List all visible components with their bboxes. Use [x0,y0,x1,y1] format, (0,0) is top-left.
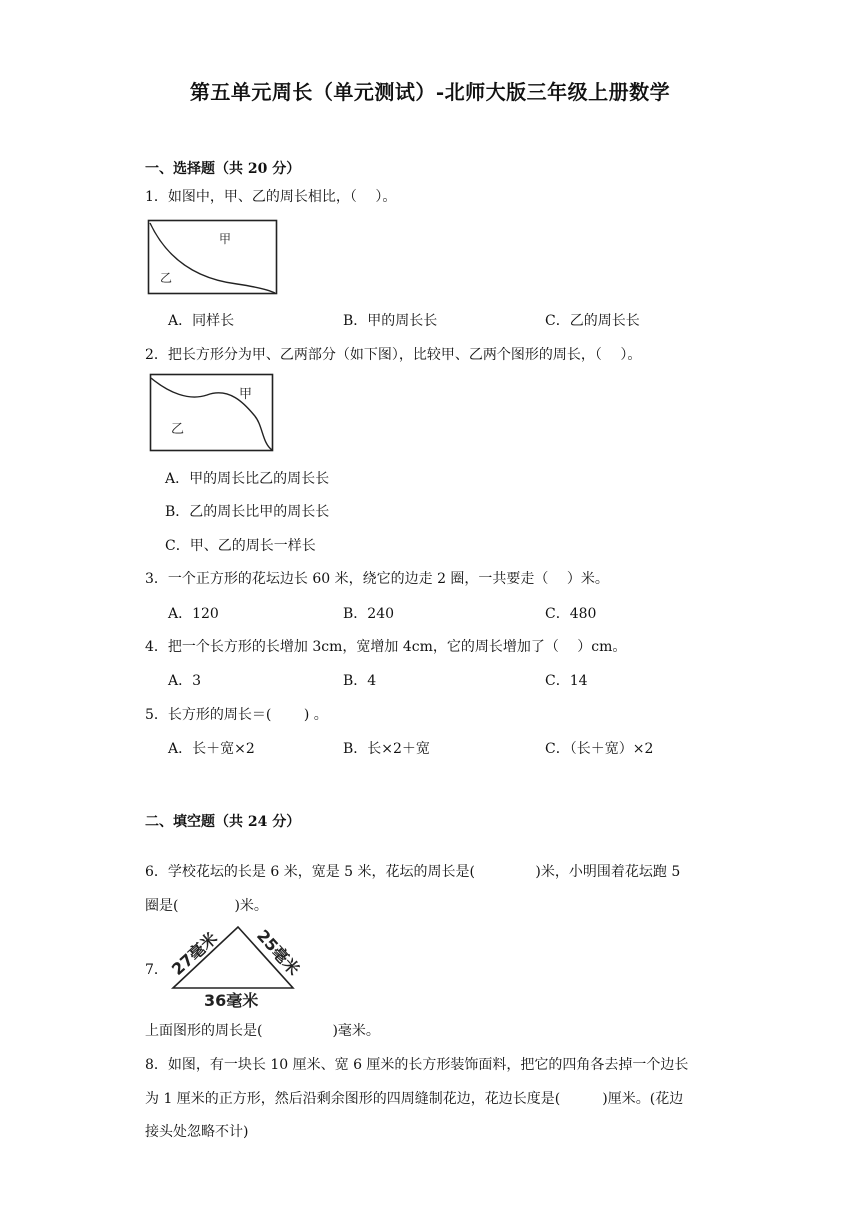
q1-option-b: B．甲的周长长 [343,313,438,329]
question-3-text: 3．一个正方形的花坛边长 60 米，绕它的边走 2 圈，一共要走（ ）米。 [145,571,609,587]
q2-label-jia: 甲 [239,387,253,402]
q2-label-yi: 乙 [171,422,185,437]
question-1-figure [147,219,279,297]
q2-option-a: A．甲的周长比乙的周长长 [165,471,330,487]
question-8-line-2: 为 1 厘米的正方形，然后沿剩余图形的四周缝制花边，花边长度是( )厘米。(花边 [145,1091,684,1107]
q1-label-jia: 甲 [219,232,232,246]
question-1-text: 1．如图中，甲、乙的周长相比，（ ）。 [145,189,397,205]
question-5-text: 5．长方形的周长＝( ) 。 [145,707,328,723]
question-6-line-1: 6．学校花坛的长是 6 米，宽是 5 米，花坛的周长是( )米，小明围着花坛跑 5 [145,864,681,880]
q1-option-c: C．乙的周长长 [545,313,640,329]
triangle-side-bottom-label: 36毫米 [204,991,259,1010]
q2-option-b: B．乙的周长比甲的周长长 [165,504,330,520]
q4-option-b: B．4 [343,673,377,689]
question-8-line-3: 接头处忽略不计) [145,1124,249,1140]
question-7-text: 上面图形的周长是( )毫米。 [145,1023,380,1039]
section-heading-choice: 一、选择题（共 20 分） [145,161,301,177]
q4-option-a: A．3 [168,673,202,689]
q2-rectangle [151,375,273,451]
q4-option-c: C．14 [545,673,588,689]
q3-option-b: B．240 [343,606,395,622]
question-7-triangle-figure [160,922,310,1014]
q5-option-b: B．长×2＋宽 [343,741,430,757]
triangle-side-right-label: 25毫米 [253,925,304,980]
question-2-text: 2．把长方形分为甲、乙两部分（如下图），比较甲、乙两个图形的周长，（ ）。 [145,347,642,363]
q5-option-c: C．（长＋宽）×2 [545,741,654,757]
triangle-side-left-label: 27毫米 [167,928,222,979]
q3-option-a: A．120 [168,606,219,622]
q3-option-c: C．480 [545,606,597,622]
question-6-line-2: 圈是( )米。 [145,898,268,914]
question-2-figure [149,373,275,453]
question-8-line-1: 8．如图，有一块长 10 厘米、宽 6 厘米的长方形装饰面料，把它的四角各去掉一个边长 [145,1057,689,1073]
q1-option-a: A．同样长 [168,313,235,329]
q2-curve [151,378,272,450]
q1-label-yi: 乙 [160,271,173,285]
q5-option-a: A．长＋宽×2 [168,741,255,757]
section-heading-fill: 二、填空题（共 24 分） [145,814,301,830]
question-7-number: 7． [145,962,168,978]
question-4-text: 4．把一个长方形的长增加 3cm，宽增加 4cm，它的周长增加了（ ）cm。 [145,639,627,655]
q2-option-c: C．甲、乙的周长一样长 [165,538,316,554]
page-title: 第五单元周长（单元测试）-北师大版三年级上册数学 [189,80,671,104]
